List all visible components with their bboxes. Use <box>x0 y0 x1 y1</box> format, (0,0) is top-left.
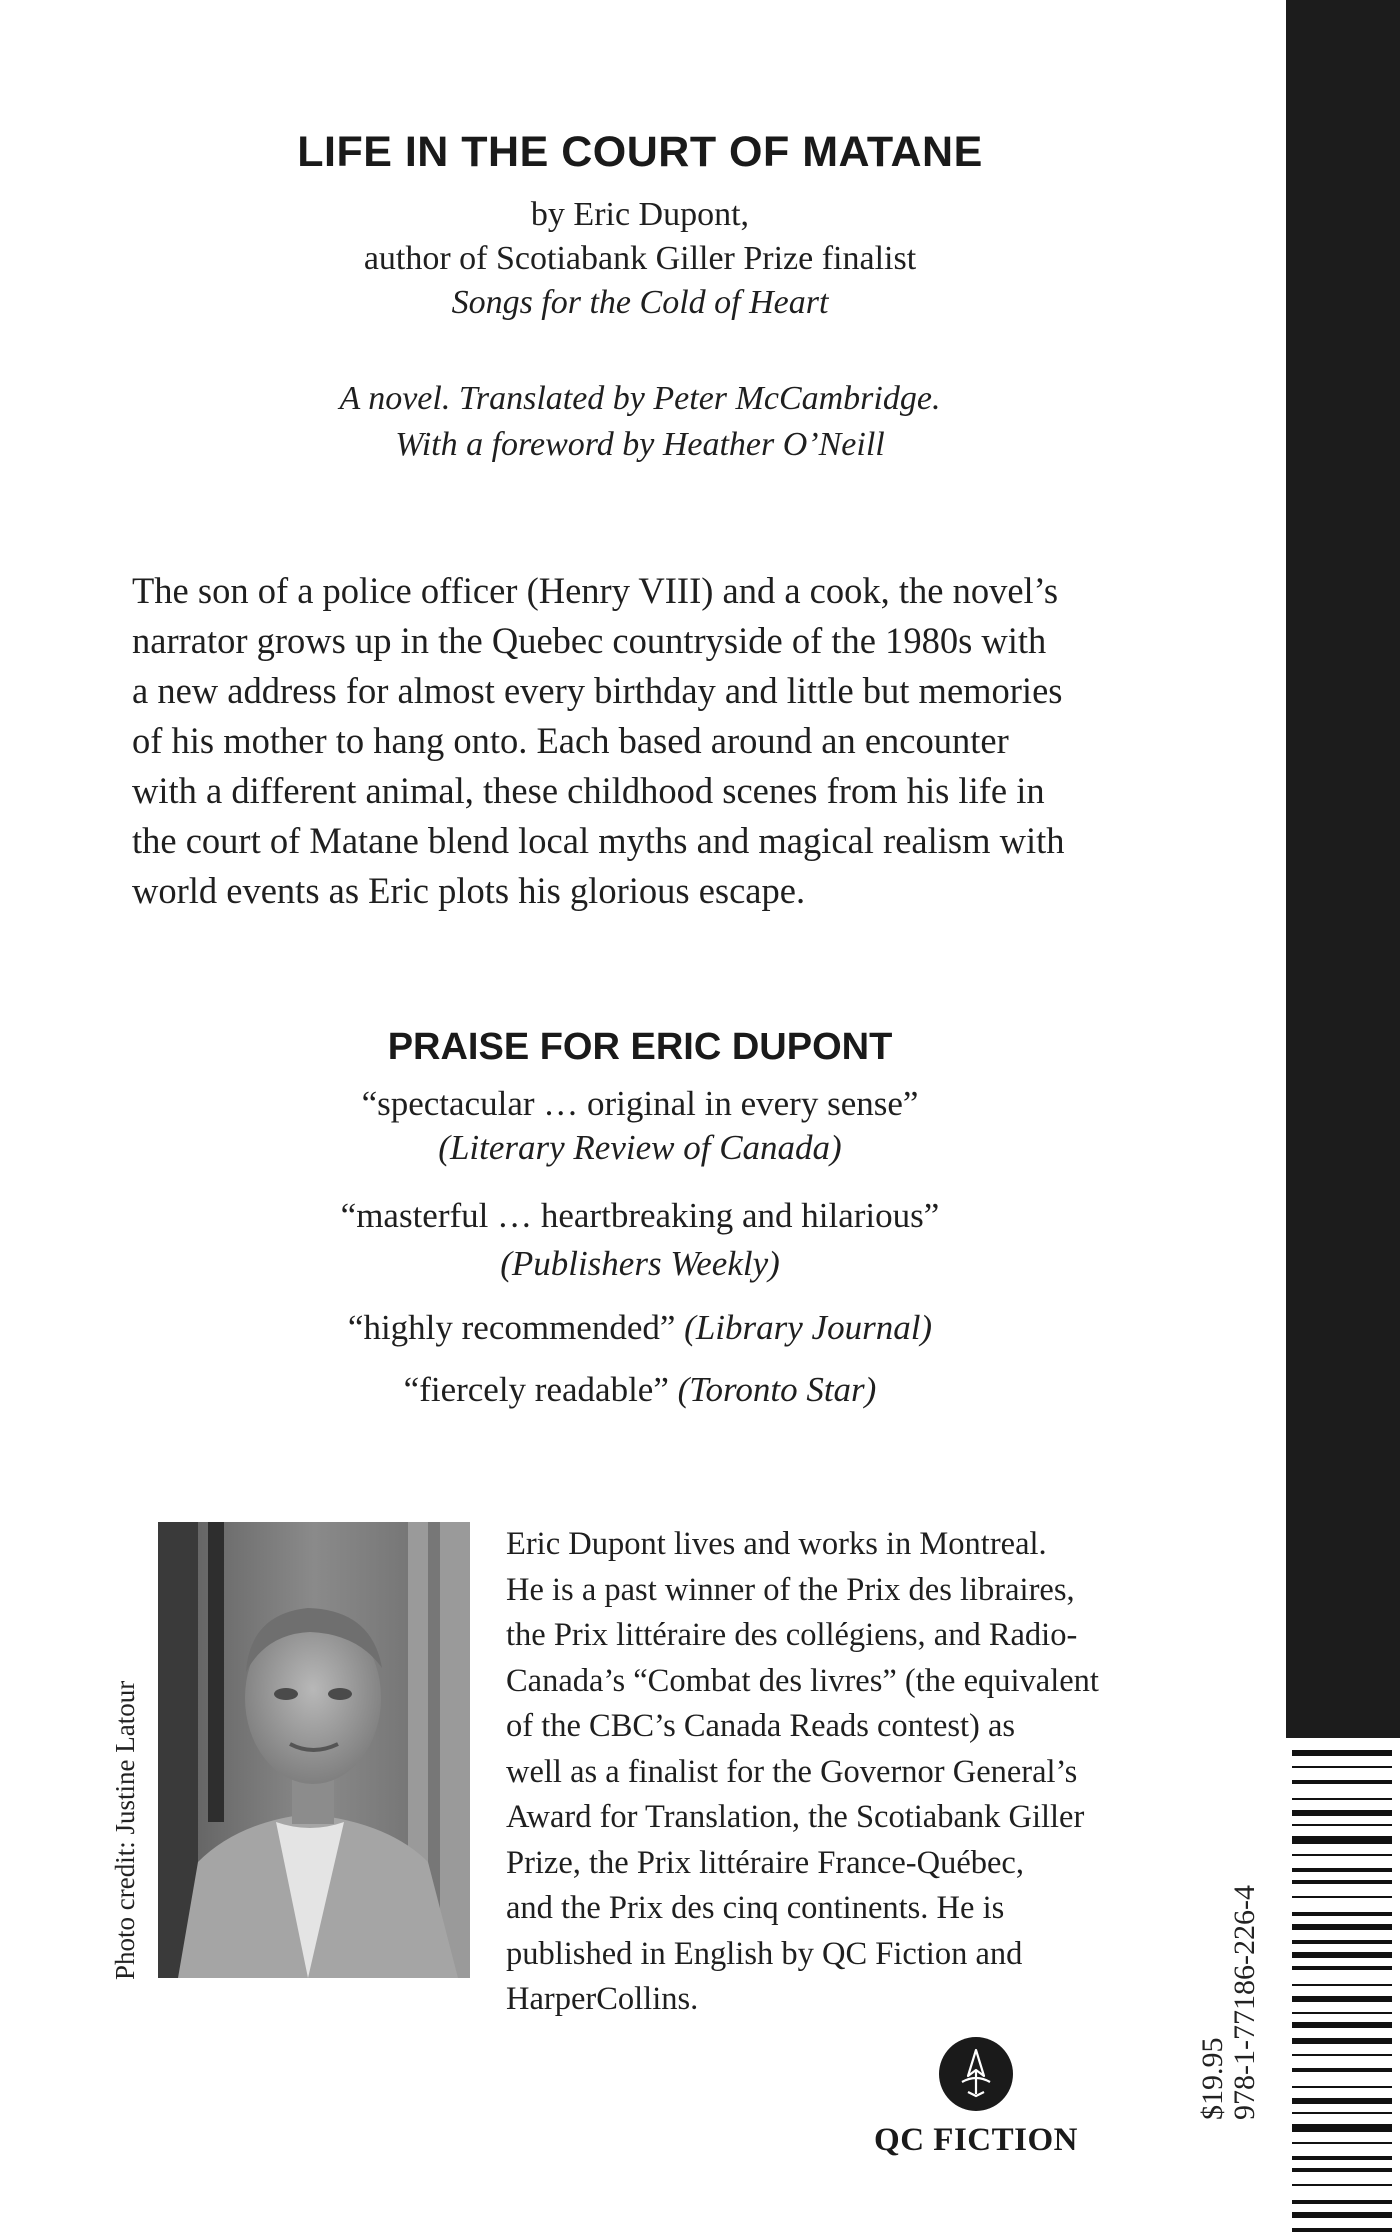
bio-line: HarperCollins. <box>506 1981 699 2017</box>
barcode-bar <box>1292 2098 1392 2104</box>
barcode-bar <box>1292 2184 1392 2186</box>
barcode-bar <box>1292 1952 1392 1958</box>
barcode-bar <box>1292 1750 1392 1756</box>
barcode-bar <box>1292 2022 1392 2028</box>
barcode-bar <box>1292 2112 1392 2114</box>
blurb-line: a new address for almost every birthday and little but memories <box>132 670 1063 711</box>
barcode-bar <box>1292 1996 1392 2002</box>
barcode-bar <box>1292 1966 1392 1970</box>
praise-quote: “masterful … heartbreaking and hilarious” <box>340 1196 940 1235</box>
barcode-bar <box>1292 2038 1392 2044</box>
author-bio <box>506 1522 1206 2023</box>
barcode-bar <box>1292 1836 1392 1844</box>
praise-source: (Publishers Weekly) <box>500 1244 780 1283</box>
bio-line: Canada’s “Combat des livres” (the equivalent <box>506 1662 1099 1699</box>
barcode-bar <box>1292 2086 1392 2088</box>
author-note: author of Scotiabank Giller Prize finalist <box>363 240 917 277</box>
barcode-bar <box>1292 2168 1392 2172</box>
barcode-bar <box>1292 1880 1392 1884</box>
bio-line: and the Prix des cinq continents. He is <box>506 1890 1005 1926</box>
bio-line: of the CBC’s Canada Reads contest) as <box>506 1708 1016 1744</box>
bio-line: well as a finalist for the Governor General’s <box>506 1753 1078 1790</box>
translation-line: A novel. Translated by Peter McCambridge. <box>339 380 941 417</box>
barcode-bar <box>1292 1780 1392 1784</box>
blurb-line: the court of Matane blend local myths and magical realism with <box>132 820 1065 861</box>
praise-quote-line <box>0 1370 1280 1410</box>
publisher-logo-icon <box>938 2036 1014 2112</box>
barcode-bar <box>1292 2156 1392 2160</box>
praise-source: (Literary Review of Canada) <box>438 1128 842 1167</box>
bio-line: Eric Dupont lives and works in Montreal. <box>506 1526 1047 1562</box>
barcode-bar <box>1292 2200 1392 2204</box>
blurb-line: with a different animal, these childhood scenes from his life in <box>132 770 1045 811</box>
blurb-line: of his mother to hang onto. Each based around an encounter <box>132 720 1009 761</box>
barcode-bar <box>1292 2012 1392 2014</box>
praise-heading: PRAISE FOR ERIC DUPONT <box>387 1026 893 1068</box>
barcode-bar <box>1292 2068 1392 2072</box>
bio-line: the Prix littéraire des collégiens, and Radio- <box>506 1617 1078 1653</box>
publisher-name: QC FICTION <box>874 2122 1078 2158</box>
barcode-bar <box>1292 1766 1392 1768</box>
barcode-bar <box>1292 1896 1392 1898</box>
bio-line: He is a past winner of the Prix des libraires, <box>506 1571 1075 1608</box>
barcode-bar <box>1292 1798 1392 1800</box>
previous-title: Songs for the Cold of Heart <box>451 284 829 321</box>
barcode-bar <box>1292 1924 1392 1930</box>
blurb-line: narrator grows up in the Quebec countryside of the 1980s with <box>132 620 1047 661</box>
barcode-bar <box>1292 1940 1392 1944</box>
bio-line: published in English by QC Fiction and <box>506 1935 1023 1972</box>
praise-source: (Library Journal) <box>684 1308 933 1347</box>
blurb-line: The son of a police officer (Henry VIII) and a cook, the novel’s <box>132 570 1059 611</box>
barcode-bar <box>1292 2142 1392 2144</box>
blurb-line: world events as Eric plots his glorious escape. <box>132 870 806 911</box>
praise-quote: “spectacular … original in every sense” <box>361 1084 919 1123</box>
barcode-bar <box>1292 1984 1392 1986</box>
barcode-bar <box>1292 1868 1392 1872</box>
bio-line: Prize, the Prix littéraire France-Québec, <box>506 1844 1024 1881</box>
barcode-bar <box>1292 2228 1392 2232</box>
praise-quote: “fiercely readable” <box>403 1370 669 1409</box>
barcode-bar <box>1292 1854 1392 1856</box>
barcode-bar <box>1292 2124 1392 2132</box>
author-photo <box>158 1522 470 1978</box>
barcode-bar <box>1292 1810 1392 1816</box>
praise-source: (Toronto Star) <box>677 1370 877 1409</box>
foreword-line: With a foreword by Heather O’Neill <box>395 426 885 463</box>
praise-quote: “highly recommended” <box>347 1308 676 1347</box>
barcode-bar <box>1292 2054 1392 2056</box>
barcode <box>1288 1744 1396 2240</box>
barcode-bar <box>1292 2212 1392 2218</box>
book-title: LIFE IN THE COURT OF MATANE <box>297 128 983 176</box>
isbn: 978-1-77186-226-4 <box>1228 1885 1261 2120</box>
barcode-bar <box>1292 1912 1392 1916</box>
blurb <box>132 566 1192 916</box>
byline: by Eric Dupont, <box>530 196 750 233</box>
bio-line: Award for Translation, the Scotiabank Giller <box>506 1799 1085 1835</box>
barcode-bar <box>1292 1824 1392 1826</box>
praise-quote-line <box>0 1308 1280 1348</box>
